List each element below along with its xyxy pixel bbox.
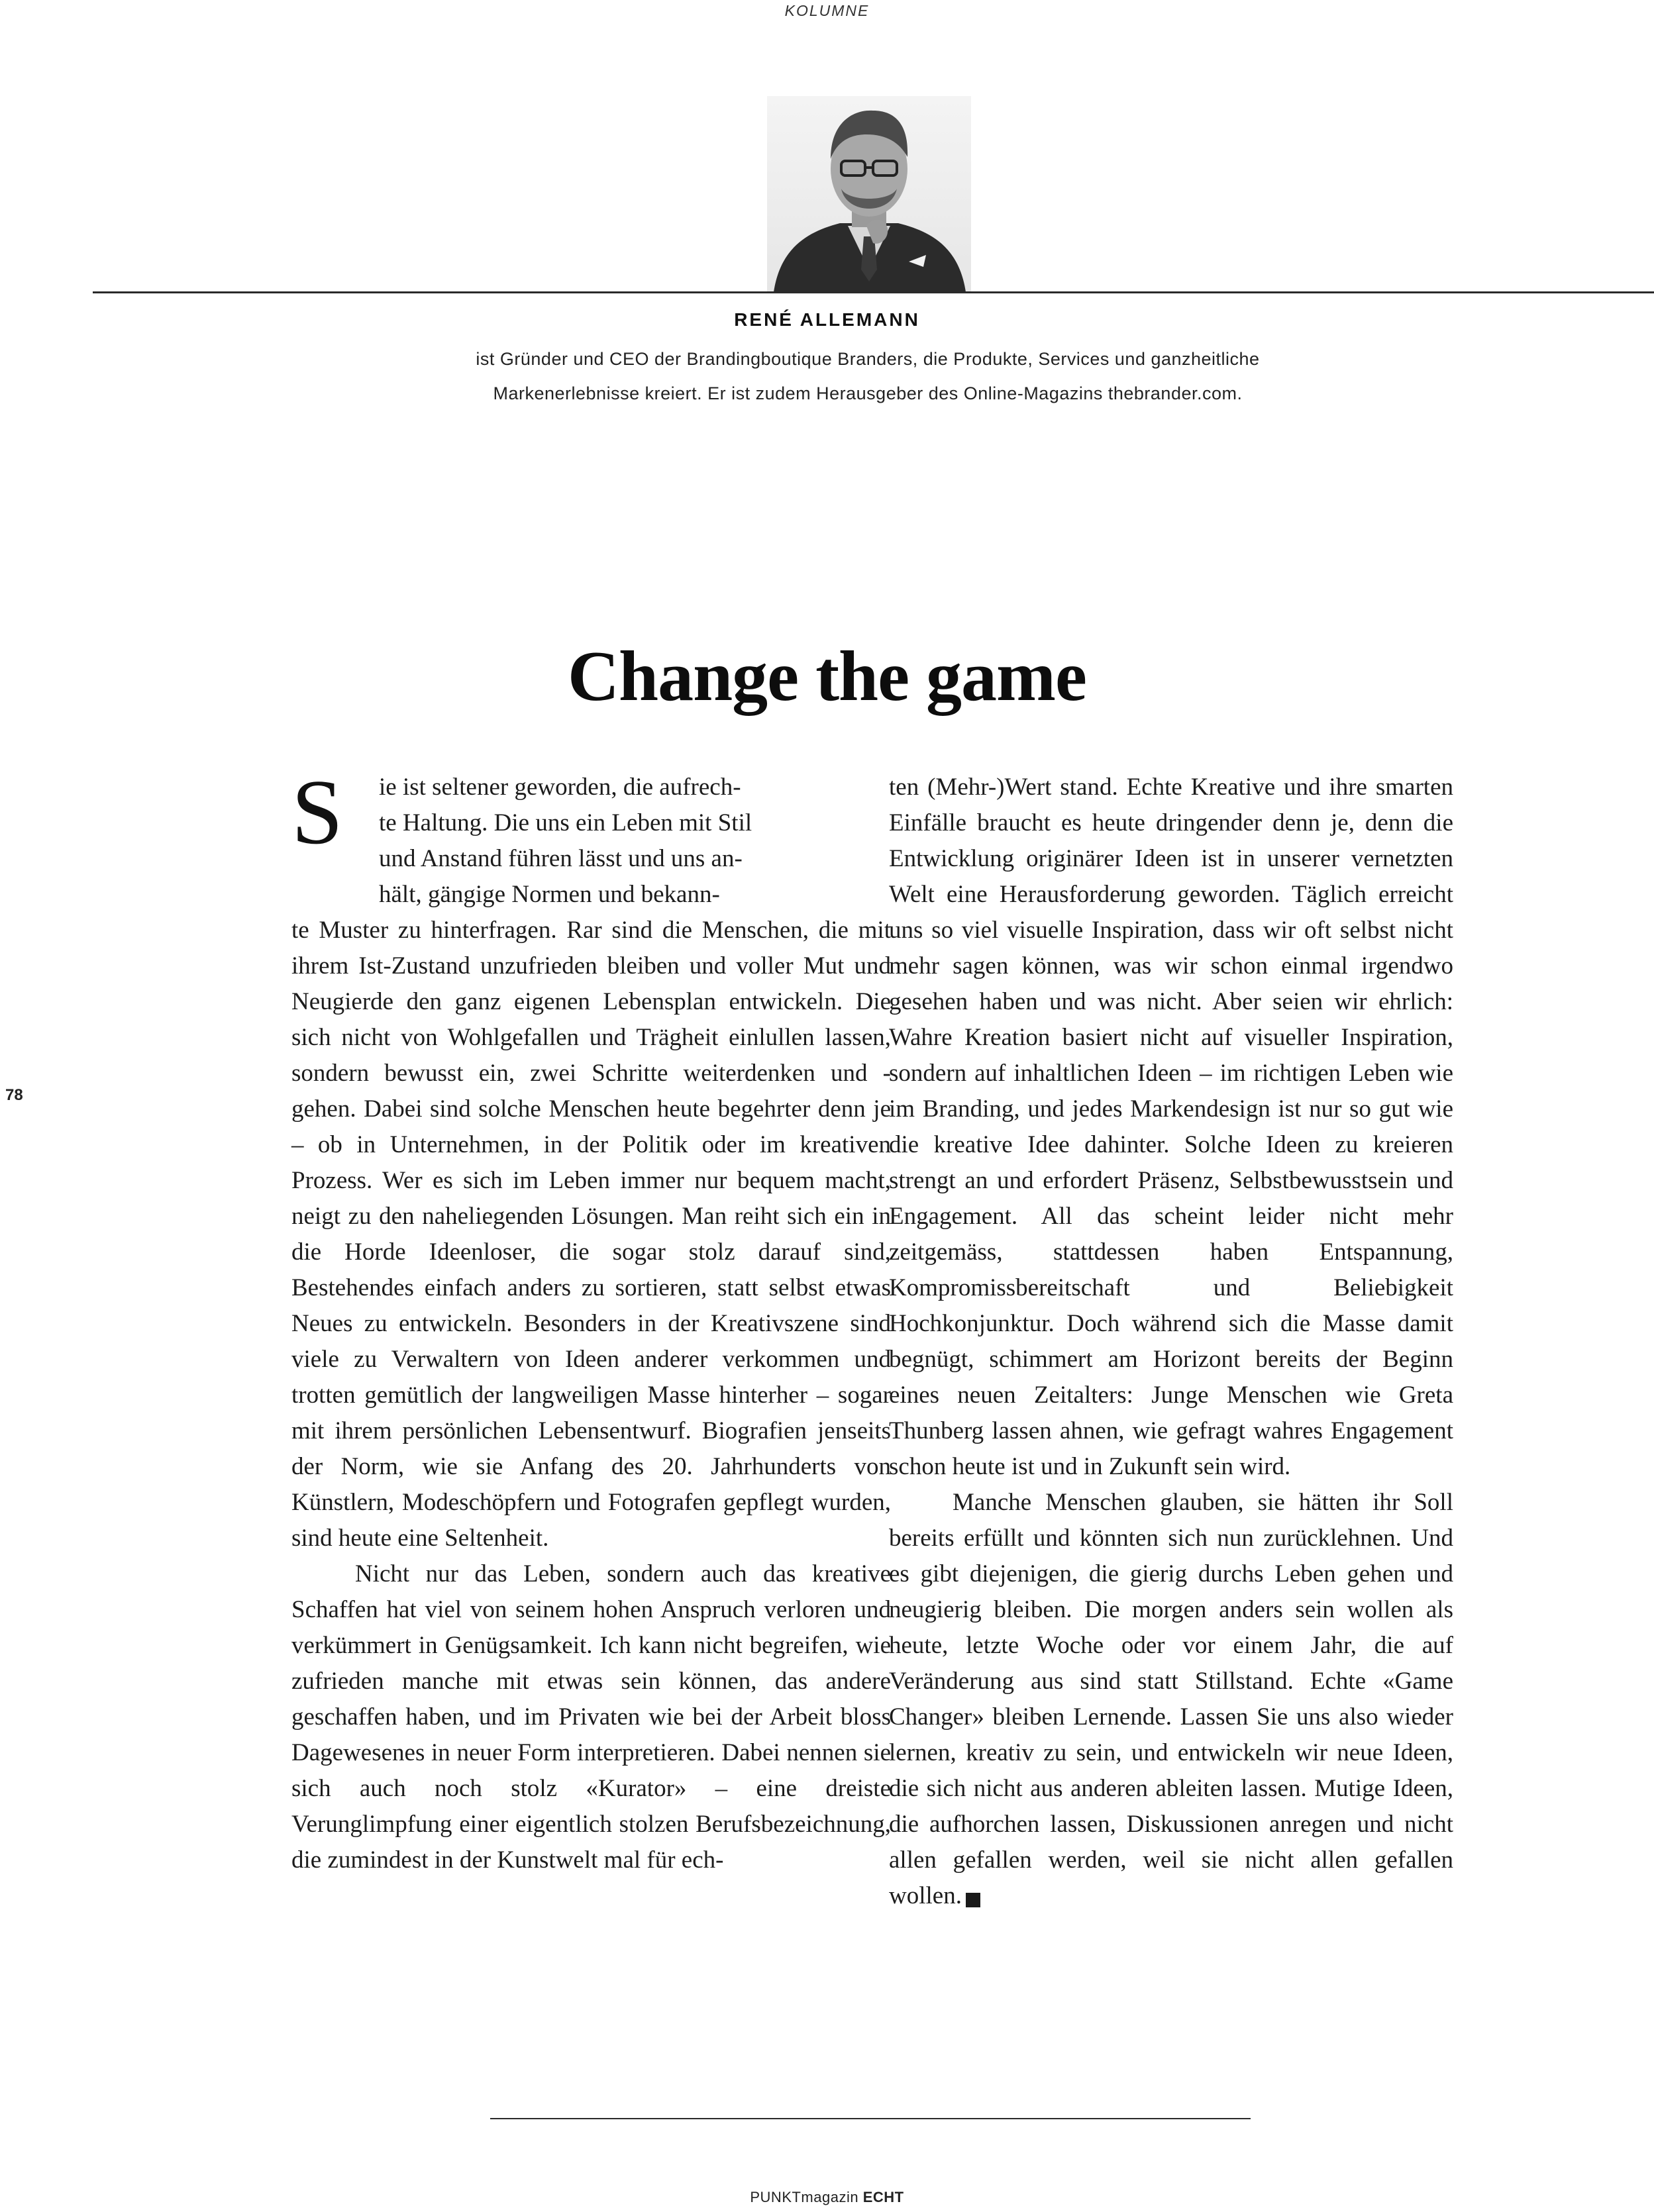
author-bio — [371, 342, 1365, 411]
article-paragraph: Nicht nur das Leben, sondern auch das kreative Schaffen hat viel von seinem hohen Anspruch verloren und verkümmert in Genügsamkeit. Ich kann nicht begreifen, wie zufrieden manche mit etwas sein können, das andere geschaffen haben, und im Privaten wie bei der Arbeit bloss Dagewesenes in neuer Form interpretieren. Dabei nennen sie sich auch noch stolz «Kurator» – eine dreiste Verunglimpfung einer eigentlich stolzen Berufsbezeichnung, die zumindest in der Kunstwelt mal für ech- — [291, 1560, 891, 1874]
lead-line: und Anstand führen lässt und uns an- — [379, 845, 743, 872]
article-paragraph — [889, 1485, 1453, 1914]
drop-cap: S — [291, 761, 343, 864]
page-number: 78 — [5, 1086, 23, 1104]
header-divider — [93, 291, 1654, 293]
section-label: KOLUMNE — [784, 2, 870, 19]
author-portrait-image — [767, 96, 971, 292]
lead-line: ie ist seltener geworden, die aufrech- — [379, 774, 741, 801]
article-paragraph: ten (Mehr-)Wert stand. Echte Kreative und ihre smarten Einfälle braucht es heute dringender denn je, denn die Entwicklung originärer Ideen ist in unserer vernetzten Welt eine Herausforderung geworden. Täglich erreicht uns so viel visuelle Inspiration, dass wir oft selbst nicht mehr sagen können, was wir schon einmal irgendwo gesehen haben und was nicht. Aber seien wir ehrlich: Wahre Kreation basiert nicht auf visueller Inspiration, sondern auf inhaltlichen Ideen – im richtigen Leben wie im Branding, und jedes Markendesign ist nur so gut wie die kreative Idee dahinter. Solche Ideen zu kreieren strengt an und erfordert Präsenz, Selbstbewusstsein und Engagement. All das scheint leider nicht mehr zeitgemäss, stattdessen haben Entspannung, Kompromissbereitschaft und Beliebigkeit Hochkonjunktur. Doch während sich die Masse damit begnügt, schimmert am Horizont bereits der Beginn eines neuen Zeitalters: Junge Menschen wie Greta Thunberg lassen ahnen, wie gefragt wahres Engagement schon heute ist und in Zukunft sein wird. — [889, 774, 1453, 1480]
paragraph-text: te Muster zu hinterfragen. Rar sind die Menschen, die mit ihrem Ist-Zustand unzufrieden bleiben und voller Mut und Neugierde den ganz eigenen Lebensplan entwickeln. Die sich nicht von Wohlgefallen und Trägheit einlullen lassen, sondern bewusst ein, zwei Schritte weiterdenken und -gehen. Dabei sind solche Menschen heute begehrter denn je – ob in Unternehmen, in der Politik oder im kreativen Prozess. Wer es sich im Leben immer nur bequem macht, neigt zu den naheliegenden Lösungen. Man reiht sich ein in die Horde Ideenloser, die sogar stolz darauf sind, Bestehendes einfach anders zu sortieren, statt selbst etwas Neues zu entwickeln. Besonders in der Kreativszene sind viele zu Verwaltern von Ideen anderer verkommen und trotten gemütlich der langweiligen Masse hinterher – sogar mit ihrem persönlichen Lebensentwurf. Biografien jenseits der Norm, wie sie Anfang des 20. Jahrhunderts von Künstlern, Modeschöpfern und Fotografen gepflegt wurden, sind heute eine Seltenheit. — [291, 917, 891, 1552]
lead-line: hält, gängige Normen und bekann- — [379, 881, 720, 908]
issue-name: ECHT — [862, 2189, 904, 2205]
article-column-right — [889, 770, 1453, 1914]
author-name: RENÉ ALLEMANN — [734, 309, 920, 330]
author-bio-line: ist Gründer und CEO der Brandingboutique Branders, die Produkte, Services und ganzheitliche — [476, 349, 1260, 369]
end-mark-icon: ✕ — [966, 1893, 980, 1907]
author-bio-line: Markenerlebnisse kreiert. Er ist zudem Herausgeber des Online-Magazins thebrander.com. — [493, 383, 1243, 403]
lead-line: te Haltung. Die uns ein Leben mit Stil — [379, 809, 752, 836]
footer-divider — [490, 2118, 1251, 2119]
article-title: Change the game — [568, 637, 1086, 717]
article-column-left — [291, 761, 891, 1878]
author-portrait — [767, 96, 971, 292]
paragraph-text: Manche Menschen glauben, sie hätten ihr Soll bereits erfüllt und könnten sich nun zurücklehnen. Und es gibt diejenigen, die gierig durchs Leben gehen und neugierig bleiben. Die morgen anders sein wollen als heute, letzte Woche oder vor einem Jahr, die auf Veränderung aus sind statt Stillstand. Echte «Game Changer» bleiben Lernende. Lassen Sie uns also wieder lernen, kreativ zu sein, und entwickeln wir neue Ideen, die sich nicht aus anderen ableiten lassen. Mutige Ideen, die aufhorchen lassen, Diskussionen anregen und nicht allen gefallen werden, weil sie nicht allen gefallen wollen. — [889, 1489, 1453, 1909]
footer — [0, 2189, 1654, 2206]
article-paragraph — [291, 761, 891, 1556]
magazine-name: PUNKTmagazin — [750, 2189, 859, 2205]
